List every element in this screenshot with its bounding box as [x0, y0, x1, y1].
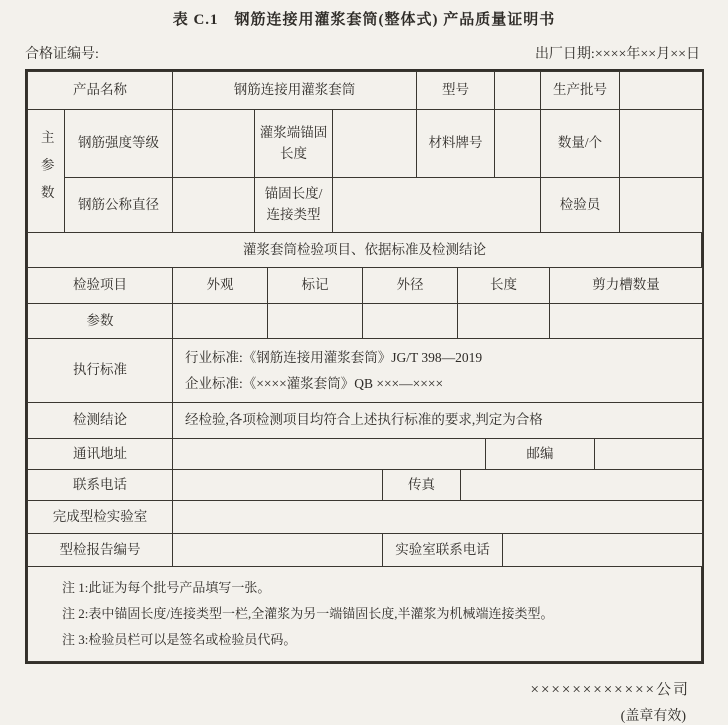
quantity-label: 数量/个 — [541, 110, 620, 178]
quantity-value — [620, 110, 703, 178]
params-value-outer-diameter — [363, 304, 458, 339]
certificate-header-line — [25, 43, 700, 63]
material-grade-value — [495, 110, 541, 178]
rebar-strength-label: 钢筋强度等级 — [65, 110, 173, 178]
params-value-shear-grooves — [550, 304, 703, 339]
footer — [25, 678, 700, 725]
report-row-table — [27, 533, 703, 567]
inspection-items-table — [27, 267, 703, 339]
inspection-col-appearance: 外观 — [173, 268, 268, 304]
params-value-marking — [268, 304, 363, 339]
rebar-diameter-label: 钢筋公称直径 — [65, 178, 173, 233]
notes-table — [27, 566, 702, 662]
postcode-value — [595, 439, 703, 470]
lab-row-table — [27, 500, 703, 534]
fax-label: 传真 — [383, 470, 461, 501]
model-label: 型号 — [417, 72, 495, 110]
factory-date-label: 出厂日期:××××年××月××日 — [534, 47, 700, 62]
model-value — [495, 72, 541, 110]
batch-no-label: 生产批号 — [541, 72, 620, 110]
note-line-3: 注 3:检验员栏可以是签名或检验员代码。 — [62, 632, 297, 647]
lab-phone-label: 实验室联系电话 — [383, 534, 503, 567]
standards-table — [27, 338, 703, 439]
address-label: 通讯地址 — [28, 439, 173, 470]
note-line-1: 注 1:此证为每个批号产品填写一张。 — [62, 580, 271, 595]
inspection-col-marking: 标记 — [268, 268, 363, 304]
company-name: ××××××××××××公司 — [530, 682, 690, 698]
conclusion-value: 经检验,各项检测项目均符合上述执行标准的要求,判定为合格 — [173, 403, 703, 439]
inspection-section-header-table — [27, 232, 702, 268]
phone-row-table — [27, 469, 703, 501]
inspection-section-header: 灌浆套筒检验项目、依据标准及检测结论 — [28, 233, 702, 268]
inspection-col-outer-diameter: 外径 — [363, 268, 458, 304]
certificate-no-label: 合格证编号: — [25, 47, 99, 62]
notes-cell — [28, 567, 702, 662]
grout-anchor-length-value — [333, 110, 417, 178]
anchor-length-type-label: 锚固长度/连接类型 — [255, 178, 333, 233]
anchor-length-type-value — [333, 178, 541, 233]
main-params-table — [27, 71, 703, 233]
note-line-2: 注 2:表中锚固长度/连接类型一栏,全灌浆为另一端锚固长度,半灌浆为机械端连接类型。 — [62, 606, 554, 621]
batch-no-value — [620, 72, 703, 110]
material-grade-label: 材料牌号 — [417, 110, 495, 178]
conclusion-label: 检测结论 — [28, 403, 173, 439]
lab-phone-value — [503, 534, 703, 567]
main-params-group-label: 主参数 — [38, 129, 54, 213]
params-row-label: 参数 — [28, 304, 173, 339]
inspection-col-length: 长度 — [458, 268, 550, 304]
type-test-lab-value — [173, 501, 703, 534]
report-no-value — [173, 534, 383, 567]
main-params-group-cell — [28, 110, 65, 233]
phone-value — [173, 470, 383, 501]
product-name-label: 产品名称 — [28, 72, 173, 110]
report-no-label: 型检报告编号 — [28, 534, 173, 567]
address-value — [173, 439, 486, 470]
address-row-table — [27, 438, 703, 470]
certificate-table — [25, 69, 704, 664]
type-test-lab-label: 完成型检实验室 — [28, 501, 173, 534]
params-value-appearance — [173, 304, 268, 339]
params-value-length — [458, 304, 550, 339]
inspector-label: 检验员 — [541, 178, 620, 233]
fax-value — [461, 470, 703, 501]
enterprise-standard-line: 企业标准:《××××灌浆套筒》QB ×××—×××× — [185, 375, 444, 391]
inspection-col-shear-grooves: 剪力槽数量 — [550, 268, 703, 304]
grout-anchor-length-label: 灌浆端锚固长度 — [255, 110, 333, 178]
product-name-value: 钢筋连接用灌浆套筒 — [173, 72, 417, 110]
rebar-diameter-value — [173, 178, 255, 233]
standards-label: 执行标准 — [28, 339, 173, 403]
rebar-strength-value — [173, 110, 255, 178]
page-title: 表 C.1 钢筋连接用灌浆套筒(整体式) 产品质量证明书 — [172, 12, 556, 28]
inspection-items-label: 检验项目 — [28, 268, 173, 304]
industry-standard-line: 行业标准:《钢筋连接用灌浆套筒》JG/T 398—2019 — [185, 349, 483, 365]
seal-validity-note: (盖章有效) — [620, 709, 686, 724]
postcode-label: 邮编 — [486, 439, 595, 470]
standards-value — [173, 339, 703, 403]
inspector-value — [620, 178, 703, 233]
phone-label: 联系电话 — [28, 470, 173, 501]
